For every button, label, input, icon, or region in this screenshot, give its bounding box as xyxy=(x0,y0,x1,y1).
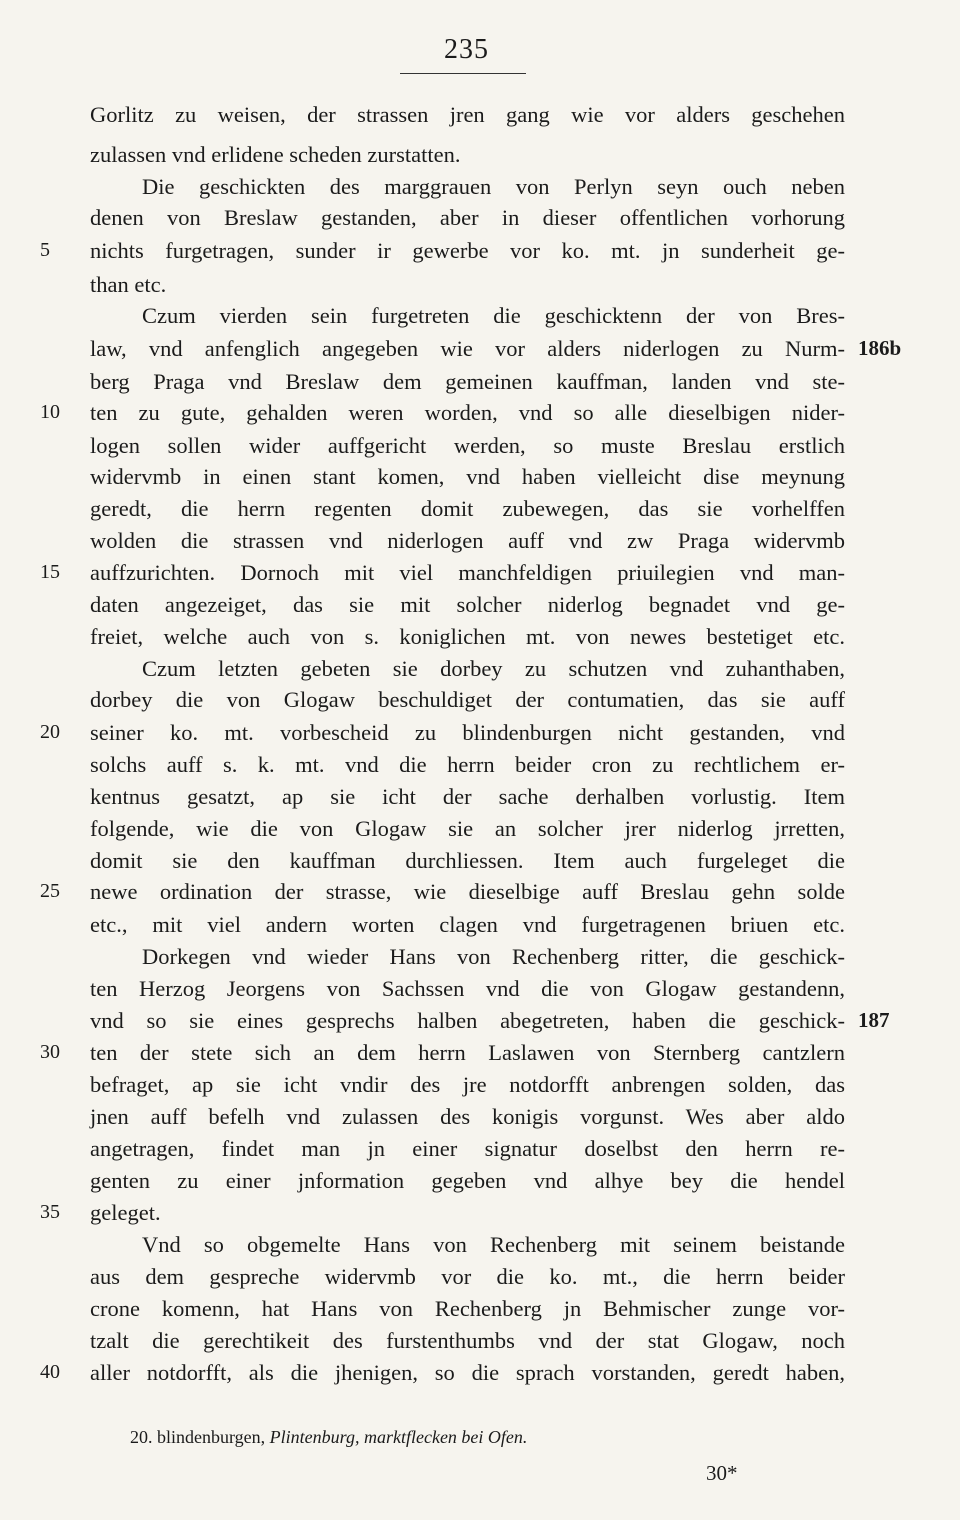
line-number: 10 xyxy=(40,401,60,423)
margin-reference: 187 xyxy=(858,1008,890,1032)
text-line: etc., mit viel andern worten clagen vnd furgetragenen briuen etc. xyxy=(90,912,845,937)
header-rule xyxy=(400,73,526,74)
text-line: Czum vierden sein furgetreten die geschicktenn der von Bres- xyxy=(142,303,845,328)
line-number: 40 xyxy=(40,1361,60,1383)
text-line: daten angezeiget, das sie mit solcher niderlog begnadet vnd ge- xyxy=(90,592,845,617)
text-line: solchs auff s. k. mt. vnd die herrn beider cron zu rechtlichem er- xyxy=(90,752,845,777)
text-line: Vnd so obgemelte Hans von Rechenberg mit seinem beistande xyxy=(142,1232,845,1257)
line-number: 30 xyxy=(40,1041,60,1063)
footnote-number: 20. xyxy=(130,1427,153,1447)
text-line: aller notdorfft, als die jhenigen, so die sprach vorstanden, geredt haben, xyxy=(90,1360,845,1385)
text-line: auffzurichten. Dornoch mit viel manchfeldigen priuilegien vnd man- xyxy=(90,560,845,585)
text-line: Die geschickten des marggrauen von Perlyn seyn ouch neben xyxy=(142,174,845,199)
line-number: 20 xyxy=(40,721,60,743)
text-line: berg Praga vnd Breslaw dem gemeinen kauffman, landen vnd ste- xyxy=(90,369,845,394)
text-line: genten zu einer jnformation gegeben vnd alhye bey die hendel xyxy=(90,1168,845,1193)
text-line: logen sollen wider auffgericht werden, so muste Breslau erstlich xyxy=(90,433,845,458)
text-line: Gorlitz zu weisen, der strassen jren gang wie vor alders geschehen xyxy=(90,102,845,127)
text-line: domit sie den kauffman durchliessen. Item auch furgeleget die xyxy=(90,848,845,873)
line-number: 15 xyxy=(40,561,60,583)
footnote-gloss: Plintenburg, marktflecken bei Ofen. xyxy=(269,1427,528,1447)
page-number: 235 xyxy=(444,34,489,65)
margin-reference: 186b xyxy=(858,336,902,360)
text-line: law, vnd anfenglich angegeben wie vor alders niderlogen zu Nurm- xyxy=(90,336,845,361)
text-line: folgende, wie die von Glogaw sie an solcher jrer niderlog jrretten, xyxy=(90,816,845,841)
text-line: geredt, die herrn regenten domit zubewegen, das sie vorhelffen xyxy=(90,496,845,521)
text-line: denen von Breslaw gestanden, aber in dieser offentlichen vorhorung xyxy=(90,205,845,230)
text-line: ten der stete sich an dem herrn Laslawen von Sternberg cantzlern xyxy=(90,1040,845,1065)
text-line: ten Herzog Jeorgens von Sachssen vnd die von Glogaw gestandenn, xyxy=(90,976,845,1001)
text-line: Czum letzten gebeten sie dorbey zu schutzen vnd zuhanthaben, xyxy=(142,656,845,681)
text-line: widervmb in einen stant komen, vnd haben vielleicht dise meynung xyxy=(90,464,845,489)
text-line: vnd so sie eines gesprechs halben abegetreten, haben die geschick- xyxy=(90,1008,845,1033)
text-line: seiner ko. mt. vorbescheid zu blindenburgen nicht gestanden, vnd xyxy=(90,720,845,745)
line-number: 35 xyxy=(40,1201,60,1223)
text-line: freiet, welche auch von s. koniglichen mt. von newes bestetiget etc. xyxy=(90,624,845,649)
signature-mark: 30* xyxy=(706,1461,738,1485)
text-line: jnen auff befelh vnd zulassen des konigis vorgunst. Wes aber aldo xyxy=(90,1104,845,1129)
text-line: Dorkegen vnd wieder Hans von Rechenberg ritter, die geschick- xyxy=(142,944,845,969)
text-line: tzalt die gerechtikeit des furstenthumbs vnd der stat Glogaw, noch xyxy=(90,1328,845,1353)
text-line: than etc. xyxy=(90,272,167,297)
text-line: aus dem gespreche widervmb vor die ko. mt., die herrn beider xyxy=(90,1264,845,1289)
text-line: geleget. xyxy=(90,1200,161,1225)
text-line: crone komenn, hat Hans von Rechenberg jn Behmischer zunge vor- xyxy=(90,1296,845,1321)
text-line: angetragen, findet man jn einer signatur doselbst den herrn re- xyxy=(90,1136,845,1161)
text-line: nichts furgetragen, sunder ir gewerbe vor ko. mt. jn sunderheit ge- xyxy=(90,238,845,263)
text-line: ten zu gute, gehalden weren worden, vnd so alle dieselbigen nider- xyxy=(90,400,845,425)
text-line: wolden die strassen vnd niderlogen auff vnd zw Praga widervmb xyxy=(90,528,845,553)
text-line: zulassen vnd erlidene scheden zurstatten. xyxy=(90,142,461,167)
footnote-term: blindenburgen, xyxy=(157,1427,266,1447)
line-number: 5 xyxy=(40,239,50,261)
text-line: kentnus gesatzt, ap sie icht der sache derhalben vorlustig. Item xyxy=(90,784,845,809)
text-line: dorbey die von Glogaw beschuldiget der contumatien, das sie auff xyxy=(90,687,845,712)
line-number: 25 xyxy=(40,880,60,902)
text-line: befraget, ap sie icht vndir des jre notdorfft anbrengen solden, das xyxy=(90,1072,845,1097)
footnote xyxy=(130,1425,527,1449)
text-line: newe ordination der strasse, wie dieselbige auff Breslau gehn solde xyxy=(90,879,845,904)
